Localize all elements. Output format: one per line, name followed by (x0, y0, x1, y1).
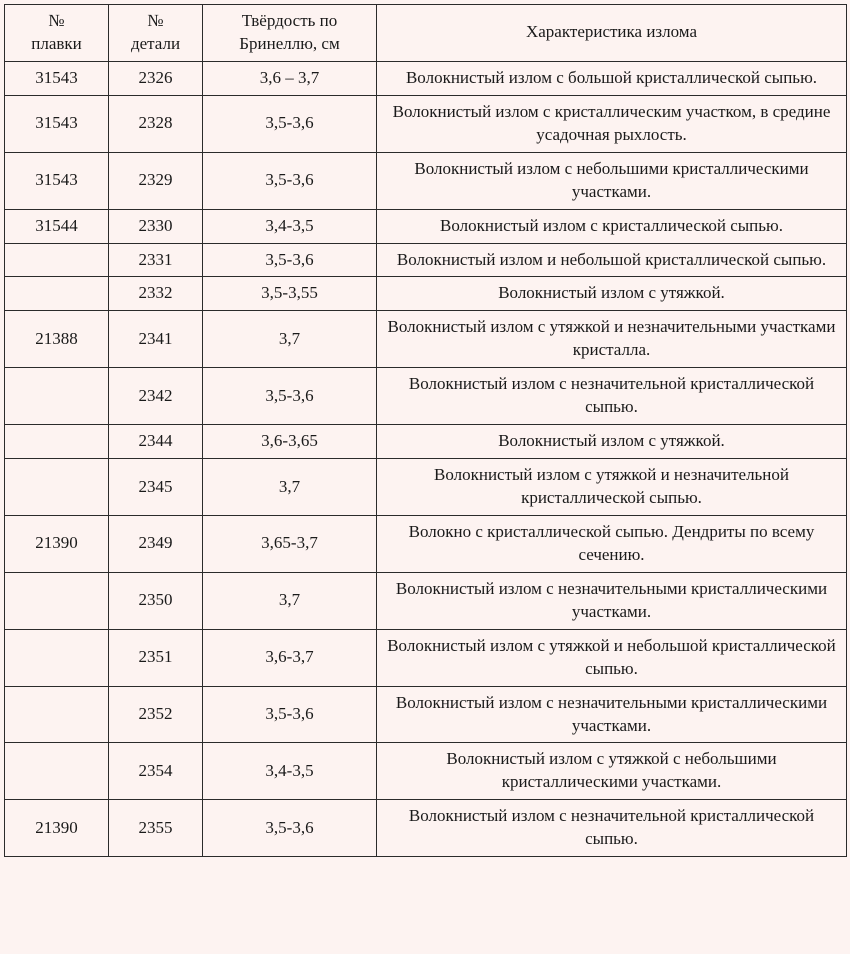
column-header-hardness-line2: Бринеллю, см (239, 33, 340, 53)
table-row (5, 368, 847, 425)
cell-description: Волокнистый излом с небольшими кристаллическими участками. (377, 152, 847, 209)
column-header-hardness-line1: Твёрдость по (241, 11, 338, 30)
cell-heat-number (5, 629, 109, 686)
cell-part-number: 2326 (109, 61, 203, 95)
cell-heat-number: 21388 (5, 311, 109, 368)
cell-heat-number (5, 425, 109, 459)
table-row (5, 629, 847, 686)
cell-hardness: 3,5-3,55 (203, 277, 377, 311)
cell-heat-number (5, 368, 109, 425)
cell-part-number: 2355 (109, 800, 203, 857)
cell-heat-number (5, 277, 109, 311)
cell-heat-number: 31543 (5, 95, 109, 152)
cell-description: Волокнистый излом с незначительной кристаллической сыпью. (377, 368, 847, 425)
cell-part-number: 2345 (109, 459, 203, 516)
cell-description: Волокнистый излом с утяжкой. (377, 425, 847, 459)
column-header-heat-number-line1: № (48, 11, 65, 30)
cell-heat-number (5, 459, 109, 516)
cell-heat-number: 31544 (5, 209, 109, 243)
cell-description: Волокно с кристаллической сыпью. Дендриты по всему сечению. (377, 515, 847, 572)
cell-part-number: 2329 (109, 152, 203, 209)
cell-part-number: 2342 (109, 368, 203, 425)
cell-part-number: 2351 (109, 629, 203, 686)
table-row (5, 277, 847, 311)
cell-part-number: 2352 (109, 686, 203, 743)
cell-description: Волокнистый излом с утяжкой с небольшими кристаллическими участками. (377, 743, 847, 800)
cell-hardness: 3,7 (203, 572, 377, 629)
cell-description: Волокнистый излом с утяжкой. (377, 277, 847, 311)
cell-heat-number: 31543 (5, 61, 109, 95)
cell-part-number: 2332 (109, 277, 203, 311)
table-body (5, 61, 847, 856)
cell-description: Волокнистый излом с утяжкой и небольшой кристаллической сыпью. (377, 629, 847, 686)
cell-description: Волокнистый излом с незначительными кристаллическими участками. (377, 686, 847, 743)
cell-description: Волокнистый излом с утяжкой и незначительной кристаллической сыпью. (377, 459, 847, 516)
cell-hardness: 3,4-3,5 (203, 743, 377, 800)
cell-heat-number (5, 572, 109, 629)
table-row (5, 743, 847, 800)
cell-heat-number (5, 743, 109, 800)
cell-part-number: 2354 (109, 743, 203, 800)
cell-heat-number: 21390 (5, 800, 109, 857)
cell-description: Волокнистый излом с кристаллической сыпью. (377, 209, 847, 243)
cell-description: Волокнистый излом с незначительной кристаллической сыпью. (377, 800, 847, 857)
cell-hardness: 3,5-3,6 (203, 152, 377, 209)
column-header-part-number (109, 5, 203, 62)
cell-hardness: 3,5-3,6 (203, 243, 377, 277)
column-header-hardness (203, 5, 377, 62)
table-row (5, 800, 847, 857)
column-header-part-number-line1: № (147, 11, 164, 30)
table-row (5, 425, 847, 459)
table-row (5, 209, 847, 243)
table-row (5, 311, 847, 368)
cell-hardness: 3,6-3,65 (203, 425, 377, 459)
cell-hardness: 3,5-3,6 (203, 686, 377, 743)
table-row (5, 572, 847, 629)
fracture-characteristics-table (4, 4, 847, 857)
cell-heat-number: 21390 (5, 515, 109, 572)
cell-heat-number (5, 243, 109, 277)
cell-description: Волокнистый излом и небольшой кристаллической сыпью. (377, 243, 847, 277)
cell-hardness: 3,65-3,7 (203, 515, 377, 572)
cell-part-number: 2344 (109, 425, 203, 459)
cell-description: Волокнистый излом с большой кристаллической сыпью. (377, 61, 847, 95)
column-header-description: Характеристика излома (377, 5, 847, 62)
table-row (5, 152, 847, 209)
cell-heat-number (5, 686, 109, 743)
cell-hardness: 3,5-3,6 (203, 368, 377, 425)
table-header-row (5, 5, 847, 62)
column-header-heat-number (5, 5, 109, 62)
cell-hardness: 3,7 (203, 459, 377, 516)
cell-part-number: 2330 (109, 209, 203, 243)
cell-part-number: 2349 (109, 515, 203, 572)
cell-hardness: 3,5-3,6 (203, 800, 377, 857)
cell-part-number: 2328 (109, 95, 203, 152)
cell-hardness: 3,6 – 3,7 (203, 61, 377, 95)
cell-description: Волокнистый излом с утяжкой и незначительными участками кристалла. (377, 311, 847, 368)
column-header-part-number-line2: детали (130, 33, 181, 53)
cell-hardness: 3,7 (203, 311, 377, 368)
cell-part-number: 2350 (109, 572, 203, 629)
table-row (5, 515, 847, 572)
cell-hardness: 3,6-3,7 (203, 629, 377, 686)
table-row (5, 459, 847, 516)
table-header (5, 5, 847, 62)
cell-description: Волокнистый излом с незначительными кристаллическими участками. (377, 572, 847, 629)
cell-hardness: 3,5-3,6 (203, 95, 377, 152)
cell-heat-number: 31543 (5, 152, 109, 209)
cell-part-number: 2341 (109, 311, 203, 368)
table-row (5, 686, 847, 743)
table-row (5, 243, 847, 277)
cell-part-number: 2331 (109, 243, 203, 277)
cell-description: Волокнистый излом с кристаллическим участком, в средине усадочная рыхлость. (377, 95, 847, 152)
table-row (5, 95, 847, 152)
cell-hardness: 3,4-3,5 (203, 209, 377, 243)
table-row (5, 61, 847, 95)
column-header-heat-number-line2: плавки (31, 33, 82, 53)
